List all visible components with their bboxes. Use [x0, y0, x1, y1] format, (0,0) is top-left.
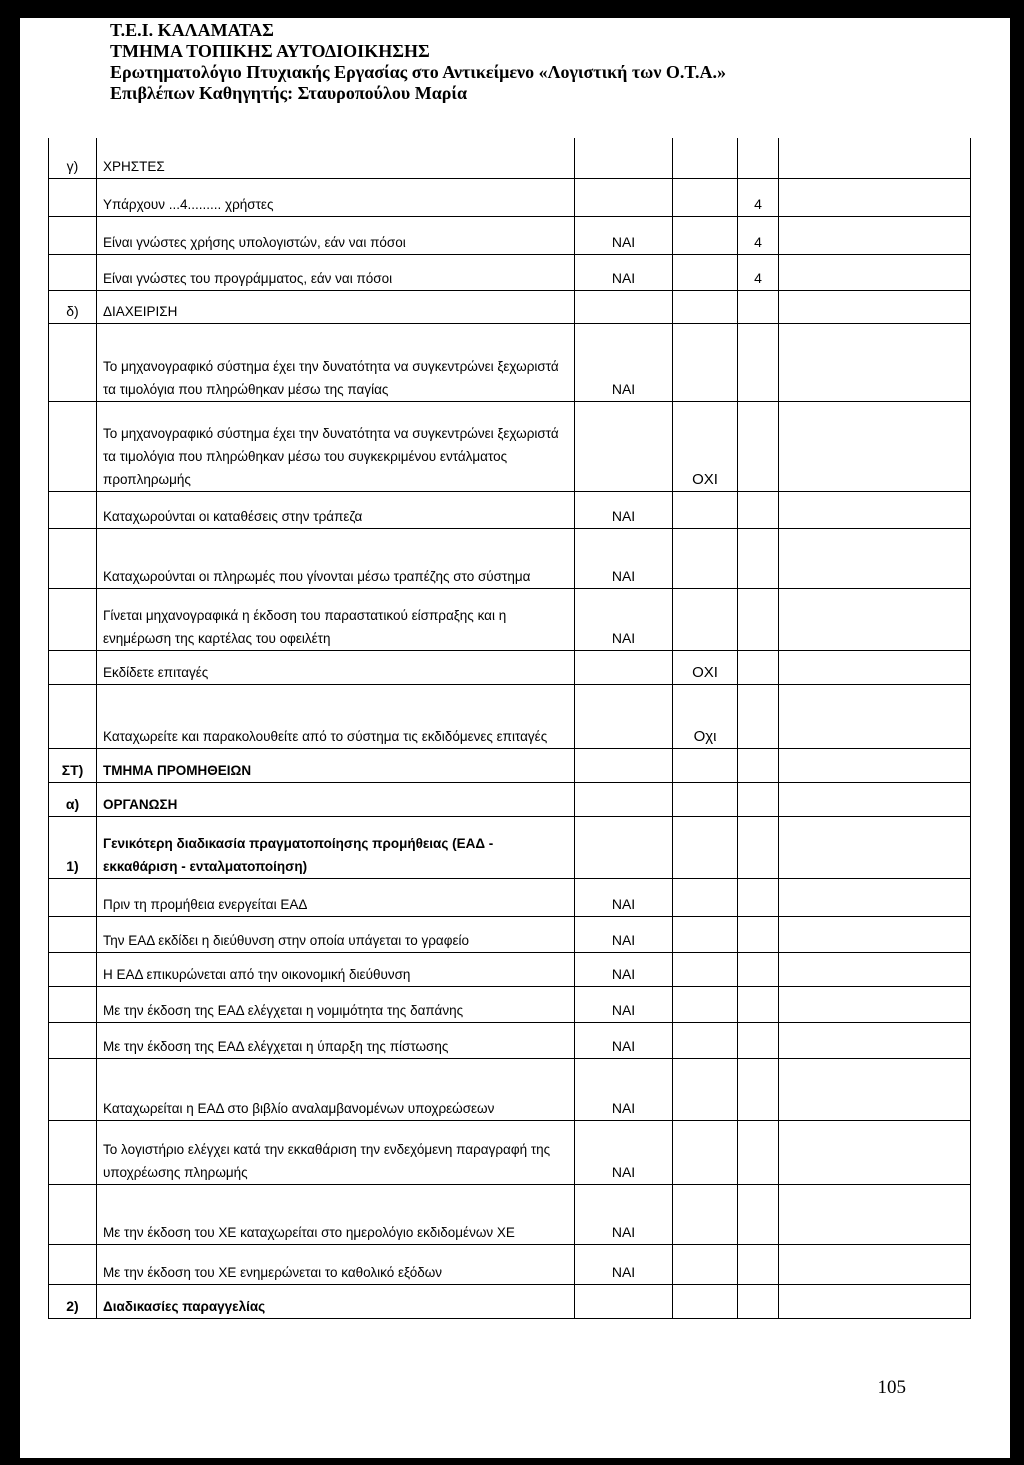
row-notes — [779, 216, 971, 254]
row-answer-no: ΟΧΙ — [673, 650, 738, 684]
row-answer-yes — [575, 178, 673, 216]
row-notes — [779, 491, 971, 528]
row-notes — [779, 254, 971, 290]
row-index: α) — [49, 782, 97, 816]
row-answer-no — [673, 290, 738, 323]
row-question: ΧΡΗΣΤΕΣ — [97, 138, 575, 178]
table-row — [49, 138, 971, 178]
row-index — [49, 952, 97, 986]
table-row — [49, 290, 971, 323]
row-notes — [779, 650, 971, 684]
row-notes — [779, 986, 971, 1022]
row-notes — [779, 748, 971, 782]
row-answer-yes: ΝΑΙ — [575, 986, 673, 1022]
table-row — [49, 748, 971, 782]
row-index — [49, 1022, 97, 1058]
row-answer-no — [673, 528, 738, 588]
row-index — [49, 528, 97, 588]
table-row — [49, 401, 971, 491]
row-index — [49, 216, 97, 254]
table-row — [49, 254, 971, 290]
row-index: 2) — [49, 1284, 97, 1318]
row-answer-no — [673, 916, 738, 952]
row-question: Καταχωρείτε και παρακολουθείτε από το σύστημα τις εκδιδόμενες επιταγές — [97, 684, 575, 748]
row-answer-yes — [575, 290, 673, 323]
document-header — [110, 20, 726, 104]
row-count — [738, 588, 779, 650]
table-row — [49, 528, 971, 588]
row-index — [49, 1120, 97, 1184]
table-row — [49, 588, 971, 650]
row-question: Πριν τη προμήθεια ενεργείται ΕΑΔ — [97, 878, 575, 916]
row-answer-yes — [575, 650, 673, 684]
row-question: Είναι γνώστες του προγράμματος, εάν ναι πόσοι — [97, 254, 575, 290]
row-answer-no — [673, 952, 738, 986]
table-row — [49, 178, 971, 216]
table-row — [49, 1022, 971, 1058]
row-notes — [779, 684, 971, 748]
row-notes — [779, 401, 971, 491]
row-answer-no — [673, 1184, 738, 1244]
row-answer-yes: ΝΑΙ — [575, 1244, 673, 1284]
row-answer-no — [673, 1284, 738, 1318]
row-question: Την ΕΑΔ εκδίδει η διεύθυνση στην οποία υπάγεται το γραφείο — [97, 916, 575, 952]
row-count — [738, 290, 779, 323]
row-index — [49, 491, 97, 528]
row-notes — [779, 178, 971, 216]
row-index: δ) — [49, 290, 97, 323]
row-question: Είναι γνώστες χρήσης υπολογιστών, εάν ναι πόσοι — [97, 216, 575, 254]
row-answer-no — [673, 138, 738, 178]
table-row — [49, 986, 971, 1022]
row-index — [49, 1058, 97, 1120]
row-answer-yes — [575, 401, 673, 491]
row-question: Το μηχανογραφικό σύστημα έχει την δυνατότητα να συγκεντρώνει ξεχωριστά τα τιμολόγια που πληρώθηκαν μέσω του συγκεκριμένου εντάλματος προπληρωμής — [97, 401, 575, 491]
row-notes — [779, 1284, 971, 1318]
row-count — [738, 323, 779, 401]
row-index — [49, 588, 97, 650]
row-question: Υπάρχουν ...4......... χρήστες — [97, 178, 575, 216]
row-count — [738, 782, 779, 816]
row-notes — [779, 878, 971, 916]
row-notes — [779, 782, 971, 816]
row-question: Το λογιστήριο ελέγχει κατά την εκκαθάριση την ενδεχόμενη παραγραφή της υποχρέωσης πληρωμής — [97, 1120, 575, 1184]
row-answer-no — [673, 748, 738, 782]
table-row — [49, 916, 971, 952]
row-answer-no — [673, 1120, 738, 1184]
table-row — [49, 782, 971, 816]
table-row — [49, 1244, 971, 1284]
row-index: ΣΤ) — [49, 748, 97, 782]
row-count — [738, 1058, 779, 1120]
row-notes — [779, 952, 971, 986]
row-count — [738, 491, 779, 528]
row-index: γ) — [49, 138, 97, 178]
table-row — [49, 323, 971, 401]
row-count — [738, 986, 779, 1022]
row-count — [738, 878, 779, 916]
row-question: Με την έκδοση του ΧΕ καταχωρείται στο ημερολόγιο εκδιδομένων ΧΕ — [97, 1184, 575, 1244]
row-index: 1) — [49, 816, 97, 878]
row-question: Το μηχανογραφικό σύστημα έχει την δυνατότητα να συγκεντρώνει ξεχωριστά τα τιμολόγια που πληρώθηκαν μέσω της παγίας — [97, 323, 575, 401]
table-row — [49, 952, 971, 986]
header-questionnaire-title: Ερωτηματολόγιο Πτυχιακής Εργασίας στο Αντικείμενο «Λογιστική των Ο.Τ.Α.» — [110, 62, 727, 82]
table-row — [49, 816, 971, 878]
row-index — [49, 916, 97, 952]
row-count — [738, 748, 779, 782]
row-answer-yes: ΝΑΙ — [575, 952, 673, 986]
row-index — [49, 323, 97, 401]
row-answer-yes: ΝΑΙ — [575, 323, 673, 401]
row-answer-yes: ΝΑΙ — [575, 1058, 673, 1120]
row-answer-yes: ΝΑΙ — [575, 254, 673, 290]
row-answer-yes: ΝΑΙ — [575, 1022, 673, 1058]
row-notes — [779, 916, 971, 952]
row-answer-yes — [575, 816, 673, 878]
table-row — [49, 878, 971, 916]
row-index — [49, 684, 97, 748]
page-number: 105 — [877, 1377, 906, 1398]
row-answer-no — [673, 878, 738, 916]
row-notes — [779, 1184, 971, 1244]
row-count — [738, 401, 779, 491]
row-notes — [779, 1058, 971, 1120]
questionnaire-body — [49, 138, 971, 1318]
row-answer-yes: ΝΑΙ — [575, 878, 673, 916]
row-answer-no — [673, 254, 738, 290]
row-count — [738, 1184, 779, 1244]
row-answer-yes: ΝΑΙ — [575, 1120, 673, 1184]
table-row — [49, 650, 971, 684]
header-department: ΤΜΗΜΑ ΤΟΠΙΚΗΣ ΑΥΤΟΔΙΟΙΚΗΣΗΣ — [110, 41, 430, 61]
row-question: Καταχωρείται η ΕΑΔ στο βιβλίο αναλαμβανομένων υποχρεώσεων — [97, 1058, 575, 1120]
table-row — [49, 491, 971, 528]
row-answer-no — [673, 816, 738, 878]
table-row — [49, 216, 971, 254]
row-count — [738, 1120, 779, 1184]
row-index — [49, 878, 97, 916]
row-count — [738, 138, 779, 178]
header-institution: Τ.Ε.Ι. ΚΑΛΑΜΑΤΑΣ — [110, 20, 274, 40]
row-index — [49, 1244, 97, 1284]
row-answer-no — [673, 323, 738, 401]
row-question: ΟΡΓΑΝΩΣΗ — [97, 782, 575, 816]
row-question: Διαδικασίες παραγγελίας — [97, 1284, 575, 1318]
row-answer-yes: ΝΑΙ — [575, 528, 673, 588]
row-count — [738, 952, 779, 986]
row-count — [738, 650, 779, 684]
row-answer-no — [673, 782, 738, 816]
table-row — [49, 1184, 971, 1244]
row-answer-yes: ΝΑΙ — [575, 216, 673, 254]
row-index — [49, 401, 97, 491]
row-answer-yes: ΝΑΙ — [575, 916, 673, 952]
row-count — [738, 1284, 779, 1318]
row-answer-no — [673, 588, 738, 650]
row-index — [49, 178, 97, 216]
row-answer-no — [673, 1022, 738, 1058]
header-supervisor: Επιβλέπων Καθηγητής: Σταυροπούλου Μαρία — [110, 83, 468, 103]
row-count: 4 — [738, 178, 779, 216]
row-answer-no: Οχι — [673, 684, 738, 748]
row-answer-yes — [575, 138, 673, 178]
row-notes — [779, 138, 971, 178]
row-answer-no: ΟΧΙ — [673, 401, 738, 491]
row-notes — [779, 323, 971, 401]
questionnaire-table — [48, 138, 971, 1319]
row-index — [49, 1184, 97, 1244]
row-question: Καταχωρούνται οι καταθέσεις στην τράπεζα — [97, 491, 575, 528]
row-notes — [779, 1244, 971, 1284]
table-row — [49, 1120, 971, 1184]
row-answer-yes — [575, 782, 673, 816]
row-index — [49, 254, 97, 290]
row-count — [738, 916, 779, 952]
row-question: Καταχωρούνται οι πληρωμές που γίνονται μέσω τραπέζης στο σύστημα — [97, 528, 575, 588]
row-notes — [779, 816, 971, 878]
row-count — [738, 1022, 779, 1058]
row-question: Εκδίδετε επιταγές — [97, 650, 575, 684]
row-notes — [779, 290, 971, 323]
table-row — [49, 684, 971, 748]
row-answer-yes: ΝΑΙ — [575, 1184, 673, 1244]
row-answer-yes — [575, 748, 673, 782]
table-row — [49, 1284, 971, 1318]
row-question: Με την έκδοση της ΕΑΔ ελέγχεται η νομιμότητα της δαπάνης — [97, 986, 575, 1022]
row-answer-no — [673, 1244, 738, 1284]
row-answer-yes: ΝΑΙ — [575, 588, 673, 650]
row-question: Με την έκδοση του ΧΕ ενημερώνεται το καθολικό εξόδων — [97, 1244, 575, 1284]
row-index — [49, 986, 97, 1022]
row-question: Η ΕΑΔ επικυρώνεται από την οικονομική διεύθυνση — [97, 952, 575, 986]
row-notes — [779, 588, 971, 650]
row-notes — [779, 1022, 971, 1058]
row-question: ΤΜΗΜΑ ΠΡΟΜΗΘΕΙΩΝ — [97, 748, 575, 782]
row-answer-no — [673, 1058, 738, 1120]
row-count — [738, 684, 779, 748]
row-index — [49, 650, 97, 684]
row-count — [738, 816, 779, 878]
row-notes — [779, 528, 971, 588]
row-count — [738, 528, 779, 588]
row-count — [738, 1244, 779, 1284]
table-row — [49, 1058, 971, 1120]
row-answer-no — [673, 178, 738, 216]
row-question: Γενικότερη διαδικασία πραγματοποίησης προμήθειας (ΕΑΔ - εκκαθάριση - ενταλματοποίηση) — [97, 816, 575, 878]
row-answer-yes — [575, 1284, 673, 1318]
row-question: Γίνεται μηχανογραφικά η έκδοση του παραστατικού είσπραξης και η ενημέρωση της καρτέλας του οφειλέτη — [97, 588, 575, 650]
row-answer-no — [673, 216, 738, 254]
row-answer-yes: ΝΑΙ — [575, 491, 673, 528]
row-question: Με την έκδοση της ΕΑΔ ελέγχεται η ύπαρξη της πίστωσης — [97, 1022, 575, 1058]
row-question: ΔΙΑΧΕΙΡΙΣΗ — [97, 290, 575, 323]
row-notes — [779, 1120, 971, 1184]
row-count: 4 — [738, 254, 779, 290]
row-answer-yes — [575, 684, 673, 748]
row-answer-no — [673, 491, 738, 528]
row-count: 4 — [738, 216, 779, 254]
row-answer-no — [673, 986, 738, 1022]
